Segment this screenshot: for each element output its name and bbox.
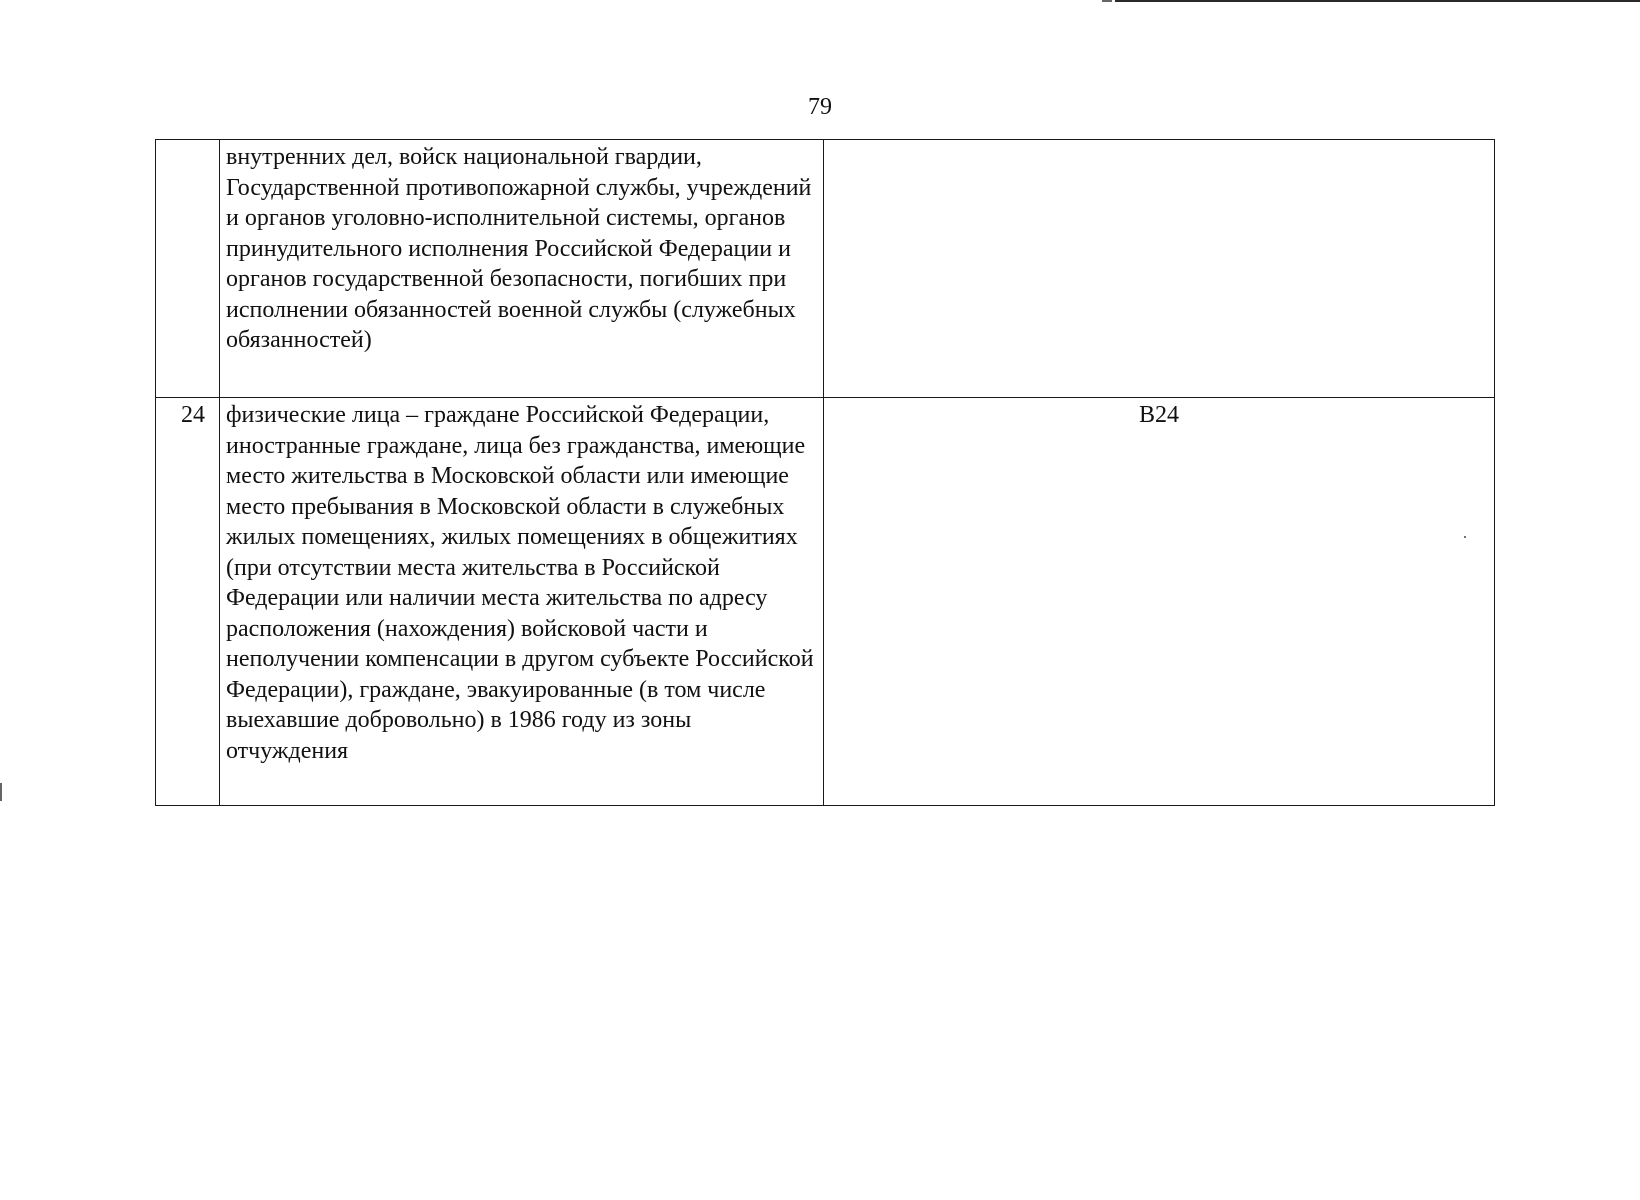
scan-margin-mark (0, 783, 2, 801)
row-number-cell (156, 140, 220, 398)
row-description-cell: физические лица – граждане Российской Федерации, иностранные граждане, лица без гражданства, имеющие место жительства в Московской области или имеющие место пребывания в Московской области в служебных жилых помещениях, жилых помещениях в общежитиях (при отсутствии места жительства в Российской Федерации или наличии места жительства по адресу расположения (нахождения) войсковой части и неполучении компенсации в другом субъекте Российской Федерации), граждане, эвакуированные (в том числе выехавшие добровольно) в 1986 году из зоны отчуждения (220, 398, 824, 806)
row-number-cell: 24 (156, 398, 220, 806)
table-row (156, 140, 1495, 398)
page-number: 79 (808, 94, 832, 120)
row-code-cell (824, 140, 1495, 398)
scan-edge-mark (1102, 0, 1112, 2)
table-row (156, 398, 1495, 806)
document-table (155, 139, 1495, 806)
scan-speck (1464, 536, 1466, 538)
row-description-cell: внутренних дел, войск национальной гвардии, Государственной противопожарной службы, учреждений и органов уголовно-исполнительной системы, органов принудительного исполнения Российской Федерации и органов государственной безопасности, погибших при исполнении обязанностей военной службы (служебных обязанностей) (220, 140, 824, 398)
row-code-cell: В24 (824, 398, 1495, 806)
scan-edge-line (1115, 0, 1640, 2)
